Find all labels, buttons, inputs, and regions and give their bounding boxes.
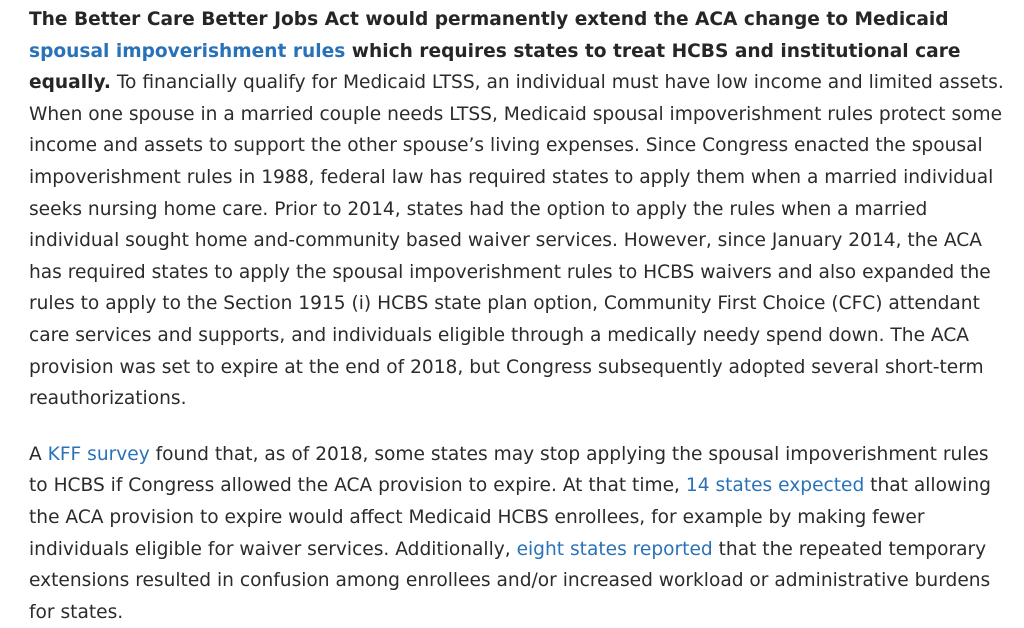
paragraph-body-text: To financially qualify for Medicaid LTSS, an individual must have low income and limited assets. When one spouse in a married couple needs LTSS, Medicaid spousal impoverishment rules protect some income and assets to support the other spouse’s living expenses. Since Congress enacted the spousal impoverishment rules in 1988, federal law has required states to apply them when a married individual seeks nursing home care. Prior to 2014, states had the option to apply the rules when a married individual sought home and-community based waiver services. However, since January 2014, the ACA has required states to apply the spousal impoverishment rules to HCBS waivers and also expanded the rules to apply to the Section 1915 (i) HCBS state plan option, Community First Choice (CFC) attendant care services and supports, and individuals eligible through a medically needy spend down. The ACA provision was set to expire at the end of 2018, but Congress subsequently adopted several short-term reauthorizations. [29,72,1004,410]
paragraph-spousal-impoverishment [29,4,1004,415]
lead-text-end: which requires states to treat HCBS and institutional care equally. [29,40,961,94]
kff-survey-link[interactable]: KFF survey [47,443,150,465]
lead-text-start: The Better Care Better Jobs Act would permanently extend the ACA change to Medicaid [29,9,949,30]
paragraph-text-part-3: that the repeated temporary extensions resulted in confusion among enrollees and/or increased workload or administrative burdens for states. [29,538,991,623]
article-body [29,4,1004,628]
paragraph-text-part-2: that allowing the ACA provision to expire would affect Medicaid HCBS enrollees, for example by making fewer individuals eligible for waiver services. Additionally, [29,475,991,560]
states-reported-link[interactable]: eight states reported [516,538,713,560]
paragraph-text-part-1: found that, as of 2018, some states may stop applying the spousal impoverishment rules to HCBS if Congress allowed the ACA provision to expire. At that time, [29,443,989,497]
paragraph-intro-text: A [29,443,48,465]
spousal-impoverishment-rules-link[interactable]: spousal impoverishment rules [29,40,346,62]
states-expected-link[interactable]: 14 states expected [685,475,865,497]
paragraph-kff-survey [29,439,1004,628]
